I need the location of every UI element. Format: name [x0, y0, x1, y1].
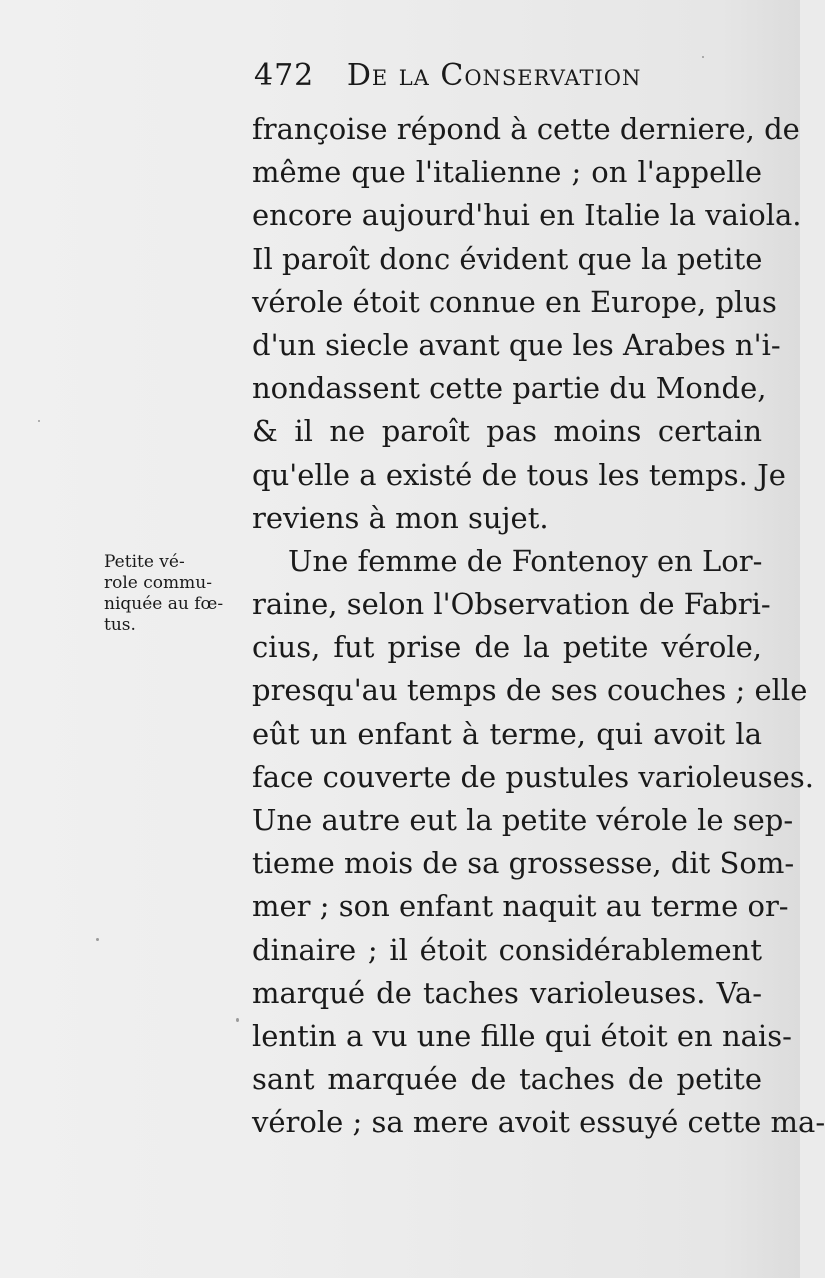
- text-line: reviens à mon sujet.: [252, 500, 549, 535]
- text-line: raine, selon l'Observation de Fabri-: [252, 587, 771, 622]
- page-number: 472: [254, 58, 315, 93]
- text-line: eût un enfant à terme, qui avoit la: [252, 716, 762, 751]
- margin-note-line: niquée au fœ-: [104, 594, 224, 614]
- text-line: & il ne paroît pas moins certain: [252, 414, 762, 449]
- text-line: d'un siecle avant que les Arabes n'i-: [252, 327, 781, 362]
- text-line: tieme mois de sa grossesse, dit Som-: [252, 846, 795, 881]
- margin-note-line: role commu-: [104, 573, 212, 593]
- paper-speck: [38, 420, 40, 422]
- paragraph-start-line: Une femme de Fontenoy en Lor-: [288, 543, 763, 578]
- paper-speck: [236, 1018, 239, 1022]
- text-line: vérole étoit connue en Europe, plus: [252, 284, 777, 319]
- text-line: presqu'au temps de ses couches ; elle: [252, 673, 808, 708]
- text-line: encore aujourd'hui en Italie la vaiola.: [252, 198, 802, 233]
- text-line: sant marquée de taches de petite: [252, 1062, 762, 1097]
- text-line: vérole ; sa mere avoit essuyé cette ma-: [252, 1105, 825, 1140]
- text-line: face couverte de pustules varioleuses.: [252, 759, 814, 794]
- text-line: françoise répond à cette derniere, de: [252, 112, 800, 146]
- text-line: cius, fut prise de la petite vérole,: [252, 630, 762, 665]
- margin-note-line: Petite vé-: [104, 552, 185, 572]
- text-line: mer ; son enfant naquit au terme or-: [252, 889, 789, 924]
- body-text: [252, 108, 825, 1145]
- margin-note-line: tus.: [104, 615, 136, 635]
- paper-speck: [702, 56, 704, 58]
- text-line: nondassent cette partie du Monde,: [252, 371, 767, 406]
- text-line: même que l'italienne ; on l'appelle: [252, 155, 762, 190]
- text-line: Une autre eut la petite vérole le sep-: [252, 803, 794, 837]
- paper-speck: [96, 938, 99, 941]
- text-line: qu'elle a existé de tous les temps. Je: [252, 457, 786, 492]
- margin-note: [104, 552, 244, 636]
- text-line: marqué de taches varioleuses. Va-: [252, 975, 762, 1010]
- text-line: dinaire ; il étoit considérablement: [252, 932, 762, 967]
- running-header: [254, 58, 724, 100]
- text-line: Il paroît donc évident que la petite: [252, 241, 763, 276]
- text-line: lentin a vu une fille qui étoit en nais-: [252, 1018, 792, 1053]
- running-title: De la Conservation: [346, 58, 642, 93]
